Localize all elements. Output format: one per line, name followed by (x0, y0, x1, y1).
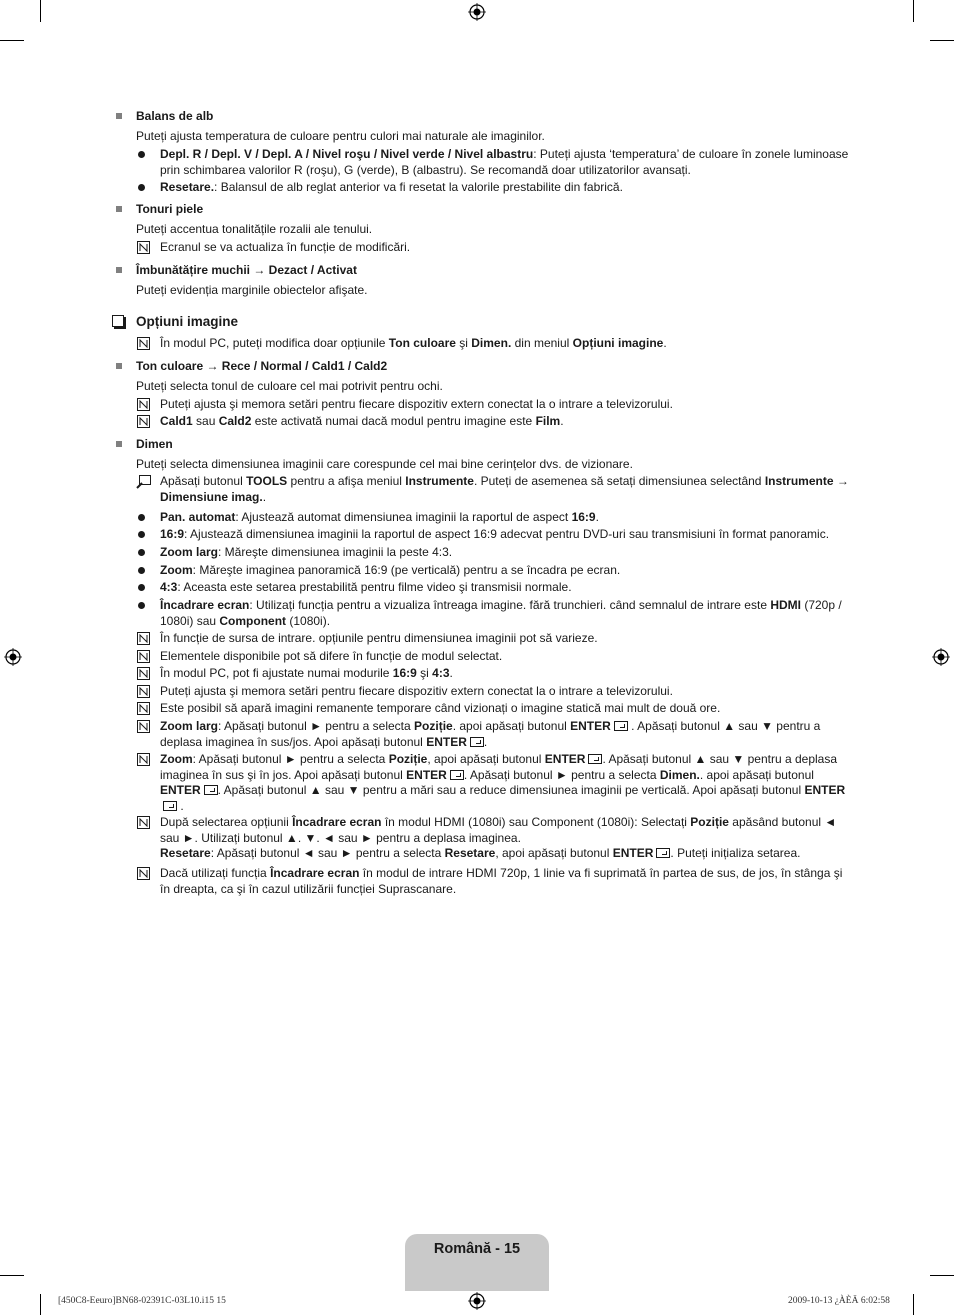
enter-icon (450, 770, 464, 780)
bullet-dot-icon (138, 184, 145, 191)
note-icon (137, 650, 150, 663)
heading-dimen: Dimen (136, 437, 173, 451)
bullet-dot-icon (138, 531, 145, 538)
heading-ton-culoare: Ton culoare → Rece / Normal / Cald1 / Cald2 (136, 359, 388, 373)
tonuri-description: Puteți accentua tonalitățile rozalii ale tenului. (136, 222, 373, 236)
dimen-tools-tip: Apăsați butonul TOOLS pentru a afişa meniul Instrumente. Puteți de asemenea să setați dimensiunea selectând Instrumente → Dimensiune imag.. (160, 474, 849, 504)
print-slug-right: 2009-10-13 ¿ÀÈÄ 6:02:58 (788, 1296, 890, 1306)
ton-description: Puteți selecta tonul de culoare cel mai potrivit pentru ochi. (136, 379, 443, 393)
bullet-dot-icon (138, 602, 145, 609)
section-title-optiuni-imagine: Opțiuni imagine (136, 314, 239, 329)
heading-balans-de-alb: Balans de alb (136, 109, 214, 123)
bullet-dot-icon (138, 151, 145, 158)
dimen-bullet-incadrare: Încadrare ecran: Utilizați funcția pentru a vizualiza întreaga imagine. fără trunchieri. când semnalul de intrare este HDMI (720p / 1080i) sau Component (1080i). (160, 598, 842, 628)
crop-mark (930, 40, 954, 41)
crop-mark (930, 1275, 954, 1276)
dimen-bullet: Pan. automat: Ajustează automat dimensiunea imaginii la raportul de aspect 16:9. (160, 510, 599, 524)
note-icon (137, 415, 150, 428)
print-slug-left: [450C8-Eeuro]BN68-02391C-03L10.i15 15 (58, 1296, 226, 1306)
note-icon (137, 753, 150, 766)
dimen-note-5: Este posibil să apară imagini remanente temporare când vizionați o imagine statică mai mult de două ore. (160, 701, 721, 715)
tools-icon (136, 475, 151, 489)
crop-mark (0, 1275, 24, 1276)
balans-bullet-resetare: Resetare.: Balansul de alb reglat anterior va fi resetat la valorile prestabilite din fabrică. (160, 180, 623, 194)
note-icon (137, 241, 150, 254)
square-bullet-icon (116, 206, 122, 212)
dimen-note-4: Puteți ajusta şi memora setări pentru fiecare dispozitiv extern conectat la o intrare a televizorului. (160, 684, 673, 698)
dimen-note-incadrare-720p: Dacă utilizați funcția Încadrare ecran în modul de intrare HDMI 720p, 1 linie va fi suprimată în partea de sus, de jos, în stânga şi în dreapta, ca şi în cazul utilizării funcției Suprascanare. (160, 866, 843, 896)
dimen-note-2: Elementele disponibile pot să difere în funcție de modul selectat. (160, 649, 503, 663)
note-icon (137, 720, 150, 733)
dimen-bullet: Zoom larg: Măreşte dimensiunea imaginii la peste 4:3. (160, 545, 453, 559)
ton-note-2: Cald1 sau Cald2 este activată numai dacă modul pentru imagine este Film. (160, 414, 564, 428)
dimen-bullet: Zoom: Măreşte imaginea panoramică 16:9 (pe verticală) pentru a se încadra pe ecran. (160, 563, 621, 577)
enter-icon (656, 848, 670, 858)
enter-icon (470, 737, 484, 747)
bullet-dot-icon (138, 584, 145, 591)
note-icon (137, 816, 150, 829)
dimen-note-1: În funcție de sursa de intrare. opțiunile pentru dimensiunea imaginii pot să varieze. (160, 631, 598, 645)
balans-bullet-depl: Depl. R / Depl. V / Depl. A / Nivel roşu / Nivel verde / Nivel albastru: Puteți ajusta ‘temperatura’ de culoare în zonele luminoase prin schimbarea valorilor R (roşu), G (verde), B (albastru). Se recomandă doar utilizatorilor avansați. (160, 147, 849, 177)
registration-mark-icon (468, 3, 486, 21)
enter-icon (614, 721, 628, 731)
dimen-note-3: În modul PC, pot fi ajustate numai modurile 16:9 şi 4:3. (160, 666, 453, 680)
crop-mark (40, 0, 41, 22)
bullet-dot-icon (138, 514, 145, 521)
page-number: Română - 15 (433, 1241, 521, 1257)
registration-mark-icon (932, 648, 950, 666)
enter-icon (588, 754, 602, 764)
bullet-dot-icon (138, 567, 145, 574)
tonuri-note: Ecranul se va actualiza în funcție de modificări. (160, 240, 411, 254)
crop-mark (40, 1294, 41, 1315)
enter-icon (204, 785, 218, 795)
optiuni-note: În modul PC, puteți modifica doar opțiunile Ton culoare şi Dimen. din meniul Opțiuni imagine. (160, 336, 667, 350)
crop-mark (913, 1294, 914, 1315)
square-bullet-icon (116, 363, 122, 369)
dimen-bullet: 16:9: Ajustează dimensiunea imaginii la raportul de aspect 16:9 adecvat pentru DVD-uri sau transmisiuni în format panoramic. (160, 527, 830, 541)
balans-description: Puteți ajusta temperatura de culoare pentru culori mai naturale ale imaginilor. (136, 129, 545, 143)
registration-mark-icon (4, 648, 22, 666)
dimen-bullet: 4:3: Aceasta este setarea prestabilită pentru filme video şi transmisii normale. (160, 580, 572, 594)
heading-imbunatatire-muchii: Îmbunătățire muchii → Dezact / Activat (136, 263, 357, 277)
square-bullet-icon (116, 441, 122, 447)
square-bullet-icon (116, 267, 122, 273)
crop-mark (0, 40, 24, 41)
note-icon (137, 632, 150, 645)
crop-mark (913, 0, 914, 22)
enter-icon (163, 801, 177, 811)
square-bullet-icon (116, 113, 122, 119)
note-icon (137, 398, 150, 411)
note-icon (137, 337, 150, 350)
note-icon (137, 702, 150, 715)
note-icon (137, 667, 150, 680)
note-icon (137, 867, 150, 880)
dimen-note-zoom: Zoom: Apăsați butonul ► pentru a selecta Poziție, apoi apăsați butonul ENTER . Apăsați butonul ▲ sau ▼ pentru a deplasa imaginea în sus şi în jos. Apoi apăsați butonul ENTER . Apăsați butonul ► pentru a selecta Dimen.. apoi apăsați butonul ENTER . Apăsați butonul ▲ sau ▼ pentru a mări sau a reduce dimensiunea imaginii pe verticală. Apoi apăsați butonul ENTER . (160, 752, 846, 813)
dimen-note-zoom-larg: Zoom larg: Apăsați butonul ► pentru a selecta Poziție. apoi apăsați butonul ENTER . Apăsați butonul ▲ sau ▼ pentru a deplasa imaginea în sus/jos. Apoi apăsați butonul ENTER . (160, 719, 821, 749)
registration-mark-icon (468, 1292, 486, 1310)
heading-tonuri-piele: Tonuri piele (136, 202, 204, 216)
dimen-description: Puteți selecta dimensiunea imaginii care corespunde cel mai bine cerințelor dvs. de vizionare. (136, 457, 633, 471)
ton-note-1: Puteți ajusta şi memora setări pentru fiecare dispozitiv extern conectat la o intrare a televizorului. (160, 397, 673, 411)
checkbox-section-icon (112, 315, 124, 327)
dimen-note-incadrare-hdmi: După selectarea opțiunii Încadrare ecran în modul HDMI (1080i) sau Component (1080i): Selectați Poziție apăsând butonul ◄ sau ►. Utilizați butonul ▲. ▼. ◄ sau ► pentru a deplasa imaginea. Resetare: Apăsați butonul ◄ sau ► pentru a selecta Resetare, apoi apăsați butonul ENTER . Puteți inițializa setarea. (160, 815, 837, 860)
note-icon (137, 685, 150, 698)
bullet-dot-icon (138, 549, 145, 556)
muchii-description: Puteți evidenția marginile obiectelor afişate. (136, 283, 368, 297)
